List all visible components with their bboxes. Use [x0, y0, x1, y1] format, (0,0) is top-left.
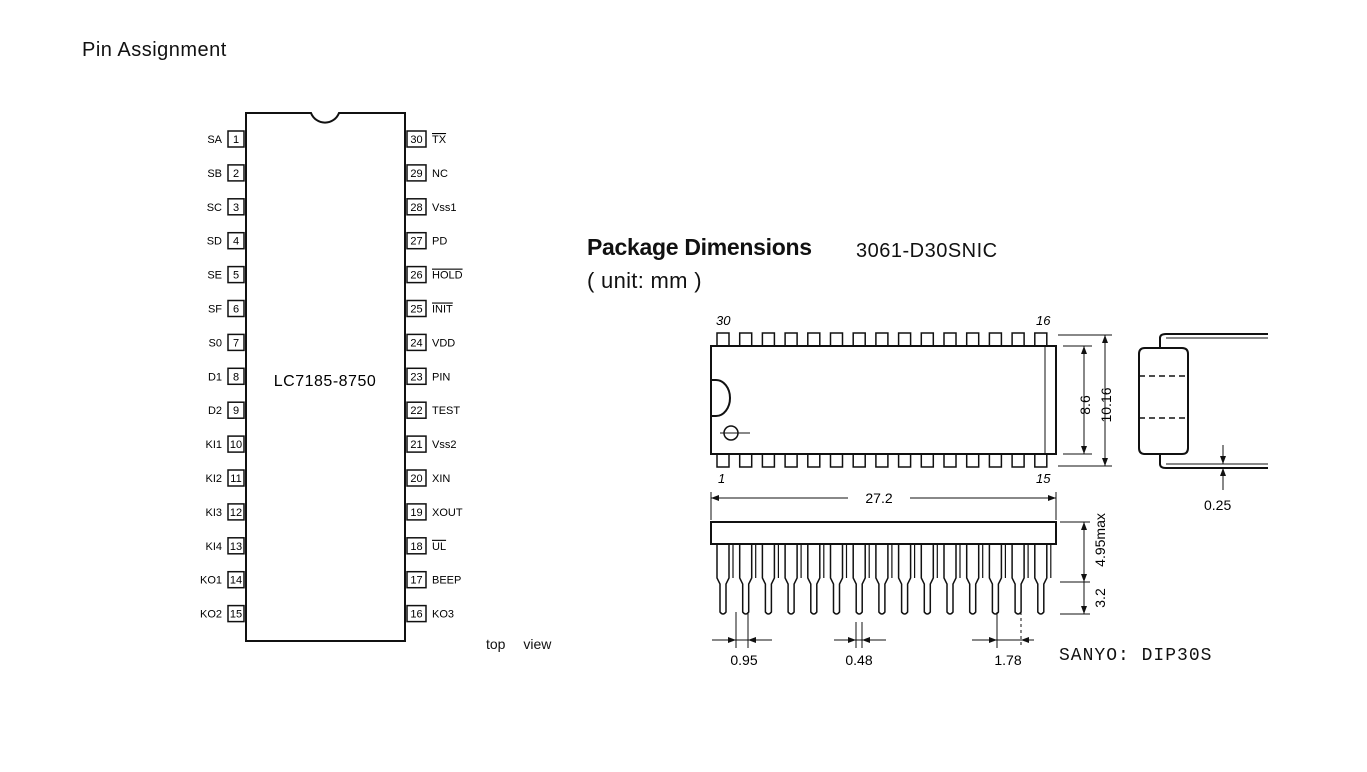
top-lead [944, 333, 956, 346]
dim-arrow [711, 495, 719, 501]
pin-number: 1 [232, 134, 240, 146]
pin-label-16: 16 [1036, 313, 1051, 328]
side-lead [831, 544, 843, 614]
pin-number: 26 [410, 269, 423, 282]
bottom-lead [876, 454, 888, 467]
pin-number: 24 [410, 337, 423, 350]
dim-pitch-label: 1.78 [994, 652, 1022, 668]
dim-lead-width [834, 622, 886, 648]
pin-name: KI1 [205, 439, 222, 452]
bottom-lead [831, 454, 843, 467]
pin-number: 23 [410, 371, 423, 384]
package-notch [711, 380, 730, 416]
dim-lead-width-label: 0.48 [845, 652, 873, 668]
pin-number: 21 [410, 439, 423, 452]
pin-name: KI2 [205, 473, 222, 485]
pin-number: 6 [232, 303, 240, 316]
pin-number: 4 [232, 235, 240, 248]
dim-lead-width-wide-label: 0.95 [730, 652, 758, 668]
top-lead [785, 333, 797, 346]
pin-assignment-diagram [200, 113, 463, 641]
pin-name: XOUT [432, 506, 463, 519]
pin-name: TEST [432, 405, 461, 418]
bottom-lead [989, 454, 1001, 467]
pin-number: 27 [410, 235, 423, 248]
top-lead [921, 333, 933, 346]
package-top-view [711, 313, 1114, 486]
top-lead [1035, 333, 1047, 346]
pin-name: KI3 [205, 506, 222, 519]
pin-name: KO3 [432, 608, 455, 621]
bottom-lead [740, 454, 752, 467]
side-lead [921, 544, 933, 614]
dim-lead-length: 3.2 [1092, 588, 1108, 608]
bottom-lead [1035, 454, 1047, 467]
top-lead [740, 333, 752, 346]
dim-length: 27.2 [865, 490, 893, 506]
pin-number: 16 [410, 608, 423, 621]
package-side-view [711, 490, 1108, 668]
side-lead [1035, 544, 1047, 614]
pin-number: 10 [229, 439, 243, 452]
pin-number: 13 [229, 540, 243, 553]
dim-arrow [1220, 456, 1226, 464]
side-lead [762, 544, 774, 614]
dim-arrow [1081, 522, 1087, 530]
top-lead [967, 333, 979, 346]
bottom-lead [717, 454, 729, 467]
pin-number: 22 [410, 405, 423, 418]
pin-number: 25 [410, 303, 423, 316]
pin-number: 5 [232, 269, 240, 282]
pin-assignment-title: Pin Assignment [82, 39, 227, 61]
pin-name: PD [432, 235, 448, 248]
pin-name: SB [207, 167, 222, 180]
bottom-lead [853, 454, 865, 467]
top-lead [808, 333, 820, 346]
top-lead [831, 333, 843, 346]
top-lead [853, 333, 865, 346]
pin-number: 7 [232, 337, 240, 350]
pin-number: 30 [410, 134, 423, 146]
pin-name: S0 [208, 337, 222, 350]
side-lead [967, 544, 979, 614]
side-lead [1012, 544, 1024, 614]
side-lead [853, 544, 865, 614]
pin-label-30: 30 [716, 313, 731, 328]
dim-arrow [1220, 468, 1226, 476]
dim-lead-width-wide [712, 612, 772, 648]
side-lead [740, 544, 752, 614]
pin-label-1: 1 [718, 471, 726, 486]
dim-lead-thickness: 0.25 [1204, 497, 1232, 513]
pin-name: XIN [432, 473, 451, 485]
pin-name: Vss2 [432, 439, 457, 452]
dim-arrow [1081, 346, 1087, 354]
pin-number: 18 [410, 540, 423, 553]
pin-number: 11 [230, 473, 242, 485]
bottom-lead [785, 454, 797, 467]
pin-name: SA [207, 134, 222, 146]
pin-number: 19 [410, 506, 423, 519]
pin-name: PIN [432, 371, 451, 384]
bottom-lead [944, 454, 956, 467]
bottom-lead [762, 454, 774, 467]
dim-arrow [1102, 335, 1108, 343]
top-lead [1012, 333, 1024, 346]
pin-number: 14 [229, 574, 243, 587]
pin-name: UL [432, 540, 447, 553]
package-end-body [1139, 348, 1188, 454]
side-lead [717, 544, 729, 614]
package-dimensions-title: Package Dimensions [587, 234, 812, 260]
pin-label-15: 15 [1036, 471, 1051, 486]
pin-name: TX [432, 134, 447, 146]
dim-arrow [1048, 495, 1056, 501]
bottom-lead [808, 454, 820, 467]
pin-name: D1 [207, 371, 222, 384]
pin-number: 8 [232, 371, 240, 384]
pin-number: 28 [410, 201, 423, 214]
chip-label: LC7185-8750 [273, 373, 377, 390]
package-name-label: SANYO: DIP30S [1059, 646, 1213, 666]
dim-arrow [1102, 458, 1108, 466]
dim-body-width: 8.6 [1077, 395, 1093, 415]
dim-arrow [1081, 446, 1087, 454]
pin-name: NC [432, 167, 448, 180]
pin-name: KO1 [199, 574, 222, 587]
package-end-view [1139, 334, 1268, 513]
package-body-side [711, 522, 1056, 544]
pin-name: KI4 [205, 540, 222, 553]
top-view-label: top view [486, 636, 552, 652]
pin-name: D2 [207, 405, 222, 418]
top-lead [762, 333, 774, 346]
package-unit: ( unit: mm ) [587, 268, 702, 293]
pin-name: SC [206, 201, 222, 214]
pin-name: SF [207, 303, 222, 316]
pin-name: Vss1 [432, 201, 457, 214]
pin-number: 15 [229, 608, 243, 621]
bottom-lead [921, 454, 933, 467]
pin-number: 3 [232, 201, 240, 214]
top-lead [899, 333, 911, 346]
pin-name: INIT [432, 303, 453, 316]
side-lead [989, 544, 1001, 614]
pin-number: 20 [410, 473, 423, 485]
pin-number: 12 [229, 506, 243, 519]
pin-number: 2 [232, 167, 240, 180]
bottom-lead [1012, 454, 1024, 467]
dim-arrow [1081, 606, 1087, 614]
dim-pitch [972, 612, 1034, 648]
side-lead [944, 544, 956, 614]
top-lead [876, 333, 888, 346]
dim-height: 4.95max [1092, 513, 1108, 567]
top-lead [717, 333, 729, 346]
side-lead [876, 544, 888, 614]
bottom-lead [899, 454, 911, 467]
dim-arrow [1081, 574, 1087, 582]
pin-name: KO2 [199, 608, 222, 621]
pin-name: SD [206, 235, 222, 248]
pin-name: BEEP [432, 574, 462, 587]
pin-name: HOLD [432, 269, 463, 282]
pin-number: 29 [410, 167, 423, 180]
package-body-top [711, 346, 1056, 454]
bottom-lead [967, 454, 979, 467]
dim-total-width: 10.16 [1098, 387, 1114, 423]
pin-name: SE [207, 269, 222, 282]
end-lead-bottom [1160, 454, 1268, 468]
package-code: 3061-D30SNIC [856, 240, 998, 262]
pin-name: VDD [432, 337, 456, 350]
pin-number: 9 [232, 405, 240, 418]
side-lead [785, 544, 797, 614]
top-lead [989, 333, 1001, 346]
end-lead-top [1160, 334, 1268, 348]
pin-number: 17 [410, 574, 423, 587]
side-lead [899, 544, 911, 614]
side-lead [808, 544, 820, 614]
